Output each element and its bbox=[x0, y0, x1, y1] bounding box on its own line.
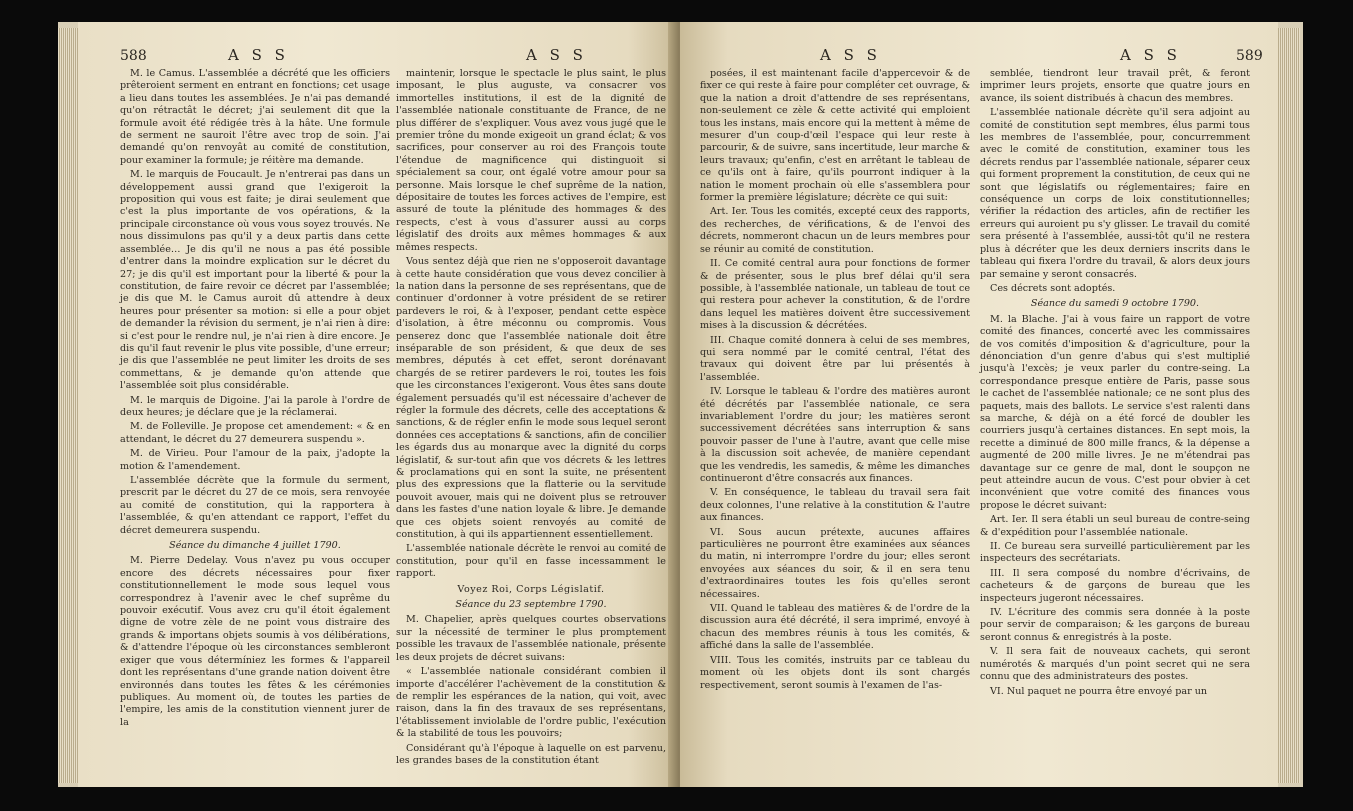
paragraph: M. le marquis de Foucault. Je n'entrerai pas dans un développement aussi grand que l'exigeroit la proposition qui vous est faite; je dirai seulement que c'est la plus importante de vos opérations, & la principale circonstance où vous vous soyez trouvés. Ne nous dissimulons pas qu'il y a deux partis dans cette assemblée… Je dis qu'il ne nous a pas été possible d'entrer dans la moindre explication sur le décret du 27; je dis qu'il est important pour la liberté & pour la constitution, de faire revoir ce décret par l'assemblée; je dis que M. le Camus auroit dû attendre à deux heures pour présenter sa motion: si elle a pour objet de demander la révision du serment, je n'ai rien à dire: si c'est pour le rendre nul, je n'ai rien à dire encore. Je dis qu'il faut revenir le plus vite possible, d'une erreur; je dis que l'assemblée ne peut limiter les droits de ses commettans, & je demande qu'on attende que l'assemblée soit plus considérable. bbox=[120, 169, 390, 392]
paragraph: Vous sentez déjà que rien ne s'opposeroit davantage à cette haute considération que vous devez concilier à la nation dans la personne de ses représentans, que de continuer d'ordonner à votre président de se retirer pardevers le roi, & à l'exposer, pendant cette espèce d'isolation, à être méconnu ou compromis. Vous penserez donc que l'assemblée nationale doit être inséparable de son président, & que deux de ses membres, députés à cet effet, seront dorénavant chargés de se retirer pardevers le roi, toutes les fois que les circonstances l'exigeront. Vous êtes sans doute également persuadés qu'il est nécessaire d'achever de régler la formule des décrets, celle des acceptations & sanctions, & de régler enfin le mode sous lequel seront données ces acceptations & sanctions, afin de concilier les égards dus au monarque avec la dignité du corps législatif, & sur-tout afin que vos décrets & les lettres & proclamations qui en sont la suite, ne présentent plus des expressions que la flatterie ou la servitude pouvoit avouer, mais qui ne doivent plus se retrouver dans les fastes d'une nation loyale & libre. Je demande que ces objets soient renvoyés au comité de constitution, à qui ils appartiennent essentiellement. bbox=[396, 256, 666, 541]
paragraph: Considérant qu'à l'époque à laquelle on est parvenu, les grandes bases de la constitution étant bbox=[396, 742, 666, 766]
paragraph: maintenir, lorsque le spectacle le plus saint, le plus imposant, le plus auguste, va consacrer vos immortelles institutions, il est de la dignité de l'assemblée nationale constituante de France, de ne plus différer de s'expliquer. Vous avez vous jugé que le premier trône du monde exigeoit un grand éclat; & vos sacrifices, pour conserver au roi des François toute l'étendue de magnificence qui distinguoit si spécialement sa cour, ont égalé votre amour pour sa personne. Mais lorsque le chef suprême de la nation, dépositaire de toutes les forces actives de l'empire, est assuré de toute la plénitude des hommages & des respects, c'est à vous d'assurer aussi au corps législatif des droits aux mêmes hommages & aux mêmes respects. bbox=[396, 68, 666, 253]
paragraph: VIII. Tous les comités, instruits par ce tableau du moment où les objets dont ils sont chargés respectivement, seront soumis à l'examen de l'as- bbox=[700, 654, 970, 691]
paragraph: Art. Ier. Il sera établi un seul bureau de contre-seing & d'expédition pour l'assemblée nationale. bbox=[980, 514, 1250, 538]
right-page bbox=[680, 22, 1278, 787]
paragraph: II. Ce bureau sera surveillé particulièrement par les inspecteurs des secrétariats. bbox=[980, 541, 1250, 565]
paragraph: Voyez Roi, Corps Législatif. bbox=[457, 583, 605, 595]
running-head: A S S bbox=[526, 46, 587, 64]
paragraph: Séance du dimanche 4 juillet 1790. bbox=[169, 540, 341, 552]
paragraph: II. Ce comité central aura pour fonctions de former & de présenter, sous le plus bref délai qu'il sera possible, à l'assemblée nationale, un tableau de tout ce qui restera pour achever la constitution, & de l'ordre dans lequel les matières doivent être successivement mises à la discussion & décrétées. bbox=[700, 258, 970, 332]
paragraph: IV. Lorsque le tableau & l'ordre des matières auront été décrétés par l'assemblée nationale, ce sera invariablement l'ordre du jour; les matières seront successivement décrétées sans interruption & sans pouvoir passer de l'une à l'autre, avant que celle mise à la discussion soit achevée, de manière cependant que les vendredis, les samedis, & même les dimanches continueront d'être consacrés aux finances. bbox=[700, 386, 970, 484]
paragraph: M. la Blache. J'ai à vous faire un rapport de votre comité des finances, concerté avec les commissaires de vos comités d'imposition & d'agriculture, pour la dénonciation d'un genre d'abus qui s'est multiplié jusqu'à l'excès; je veux parler du contre-seing. La correspondance presque entière de Paris, passe sous le cachet de l'assemblée nationale; ce ne sont plus des paquets, mais des ballots. Le service s'est ralenti dans sa marche, & déjà on a été forcé de doubler les courriers jusqu'à certaines distances. En sept mois, la recette a diminué de 800 mille francs, & la dépense a augmenté de 200 mille livres. Je ne m'étendrai pas davantage sur ce genre de mal, dont le soupçon ne peut atteindre aucun de vous. C'est pour obvier à cet inconvénient que votre comité des finances vous propose le décret suivant: bbox=[980, 313, 1250, 511]
paragraph: VII. Quand le tableau des matières & de l'ordre de la discussion aura été décrété, il sera imprimé, envoyé à chacun des membres réunis à tous les comités, & affiché dans la salle de l'assemblée. bbox=[700, 603, 970, 652]
paragraph: Séance du samedi 9 octobre 1790. bbox=[1030, 298, 1200, 310]
page-number: 589 bbox=[1236, 48, 1263, 64]
running-head: A S S bbox=[820, 46, 881, 64]
paragraph: M. de Folleville. Je propose cet amendement: « & en attendant, le décret du 27 demeurera suspendu ». bbox=[120, 421, 390, 445]
paragraph: V. En conséquence, le tableau du travail sera fait deux colonnes, l'une relative à la constitution & l'autre aux finances. bbox=[700, 487, 970, 524]
paragraph: Séance du 23 septembre 1790. bbox=[455, 599, 607, 611]
paragraph: IV. L'écriture des commis sera donnée à la poste pour servir de comparaison; & les garçons de bureau seront connus & enregistrés à la poste. bbox=[980, 607, 1250, 643]
paragraph: VI. Nul paquet ne pourra être envoyé par un bbox=[990, 685, 1208, 697]
paragraph: L'assemblée décrète que la formule du serment, prescrit par le décret du 27 de ce mois, sera renvoyée au comité de constitution, qui la rapportera à l'assemblée, & qu'en attendant ce rapport, l'effet du décret demeurera suspendu. bbox=[120, 475, 390, 536]
paragraph: L'assemblée nationale décrète le renvoi au comité de constitution, pour qu'il en fasse incessamment le rapport. bbox=[396, 543, 666, 580]
right-page-column-1 bbox=[700, 68, 970, 694]
page-edges-right bbox=[1278, 28, 1300, 783]
paragraph: V. Il sera fait de nouveaux cachets, qui seront numérotés & marqués d'un point secret qui ne sera connu que des administrateurs des postes. bbox=[980, 646, 1250, 683]
paragraph: M. Chapelier, après quelques courtes observations sur la nécessité de terminer le plus promptement possible les travaux de l'assemblée nationale, présente les deux projets de décret suivans: bbox=[396, 614, 666, 663]
paragraph: « L'assemblée nationale considérant combien il importe d'accélérer l'achèvement de la constitution & de remplir les espérances de la nation, qui voit, avec raison, dans la fin des travaux de ses représentans, l'établissement inviolable de l'ordre public, l'exécution & la stabilité de tous les pouvoirs; bbox=[396, 666, 666, 740]
left-page-header bbox=[78, 46, 676, 64]
paragraph: posées, il est maintenant facile d'appercevoir & de fixer ce qui reste à faire pour compléter cet ouvrage, & que la nation a droit d'attendre de ses représentans, non-seulement ce zèle & cette activité qui emploient tous les instans, mais encore qui la mettent à même de mesurer d'un coup-d'œil l'espace qui leur reste à parcourir, & de suivre, sans incertitude, leur marche & leurs travaux; qu'enfin, c'est en arrêtant le tableau de ce qu'ils ont à faire, qu'ils pourront indiquer à la nation le moment prochain où elle s'assemblera pour former la première législature; décrète ce qui suit: bbox=[700, 68, 970, 204]
paragraph: L'assemblée nationale décrète qu'il sera adjoint au comité de constitution sept membres, élus parmi tous les membres de l'assemblée, pour, concurremment avec le comité de constitution, examiner tous les décrets rendus par l'assemblée nationale, séparer ceux qui forment proprement la constitution, de ceux qui ne sont que législatifs ou réglementaires; faire en conséquence un corps de loix constitutionnelles; vérifier la rédaction des articles, afin de rectifier les erreurs qui auroient pu s'y glisser. Le travail du comité sera présenté à l'assemblée, aussi-tôt qu'il ne restera plus à décréter que les deux derniers inscrits dans le tableau qui fixera l'ordre du travail, & alors deux jours par semaine y seront consacrés. bbox=[980, 107, 1250, 280]
left-page-column-1 bbox=[120, 68, 390, 731]
page-number: 588 bbox=[120, 48, 147, 64]
right-page-header bbox=[680, 46, 1278, 64]
paragraph: semblée, tiendront leur travail prêt, & feront imprimer leurs projets, ensorte que quatre jours en avance, ils soient distribués à chacun des membres. bbox=[980, 68, 1250, 104]
paragraph: M. le marquis de Digoine. J'ai la parole à l'ordre de deux heures; je déclare que je la réclamerai. bbox=[120, 394, 390, 418]
paragraph: VI. Sous aucun prétexte, aucunes affaires particulières ne pourront être examinées aux séances du matin, ni interrompre l'ordre du jour; elles seront envoyées aux séances du soir, & il en sera tenu d'extraordinaires toutes les fois qu'elles seront nécessaires. bbox=[700, 526, 970, 600]
paragraph: Art. Ier. Tous les comités, excepté ceux des rapports, des recherches, de vérifications, & de l'envoi des décrets, nommeront chacun un de leurs membres pour se réunir au comité de constitution. bbox=[700, 206, 970, 255]
paragraph: M. le Camus. L'assemblée a décrété que les officiers prêteroient serment en entrant en fonctions; cet usage a lieu dans toutes les assemblées. Je n'ai pas demandé qu'on rétractât le décret; j'ai seulement dit que la formule avoit été rédigée très à la hâte. Une formule de serment ne sauroit l'être avec trop de soin. J'ai demandé qu'on renvoyât au comité de constitution, pour examiner la formule; je réitère ma demande. bbox=[120, 68, 390, 166]
page-edges-left bbox=[58, 28, 78, 783]
right-page-column-2 bbox=[980, 68, 1250, 700]
paragraph: Ces décrets sont adoptés. bbox=[990, 282, 1116, 294]
paragraph: III. Il sera composé du nombre d'écrivains, de cacheteurs & de garçons de bureau que les inspecteurs jugeront nécessaires. bbox=[980, 567, 1250, 604]
running-head: A S S bbox=[228, 46, 289, 64]
left-page-column-2 bbox=[396, 68, 666, 769]
left-page bbox=[78, 22, 676, 787]
paragraph: III. Chaque comité donnera à celui de ses membres, qui sera nommé par le comité central, l'état des travaux qui doivent être par lui présentés à l'assemblée. bbox=[700, 334, 970, 383]
running-head: A S S bbox=[1120, 46, 1181, 64]
paragraph: M. Pierre Dedelay. Vous n'avez pu vous occuper encore des décrets nécessaires pour fixer constitutionnellement le mode sous lequel vous correspondrez à l'avenir avec le chef suprême du pouvoir exécutif. Vous avez cru qu'il étoit également digne de votre zèle de ne point vous distraire des grands & importans objets soumis à vos délibérations, & d'attendre l'époque où les circonstances sembleront exiger que vous détermíniez les formes & l'appareil dont les représentans d'une grande nation doivent être environnés dans toutes les fêtes & les cérémonies publiques. Au moment où, de toutes les parties de l'empire, les amis de la constitution viennent jurer de la bbox=[120, 555, 390, 728]
paragraph: M. de Virieu. Pour l'amour de la paix, j'adopte la motion & l'amendement. bbox=[120, 448, 390, 472]
